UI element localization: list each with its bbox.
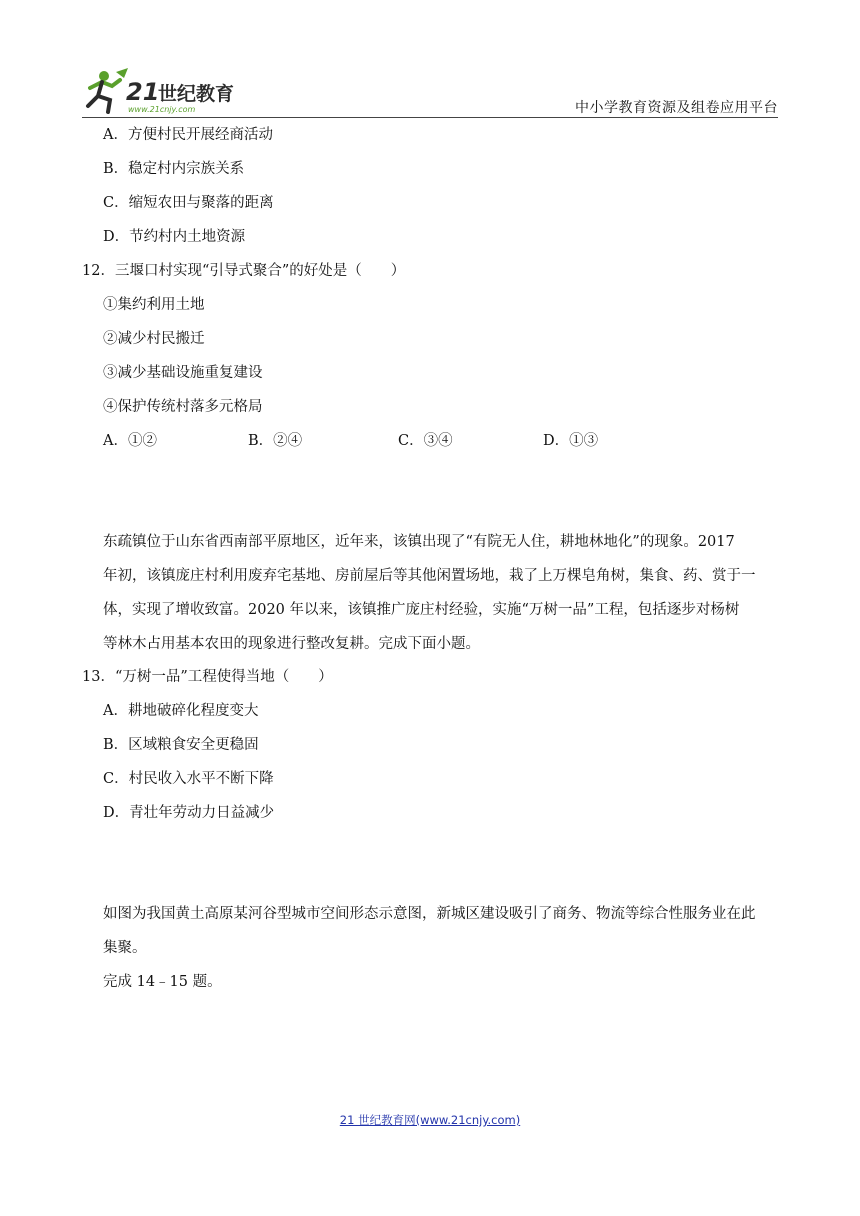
q12-choice-b: B．②④	[248, 433, 303, 449]
q12-choice-a: A．①②	[103, 433, 157, 449]
q12-choice-d: D．①③	[543, 433, 599, 449]
q11-option-b: B．稳定村内宗族关系	[103, 161, 245, 177]
q13-option-c: C．村民收入水平不断下降	[103, 771, 274, 787]
q11-option-d: D．节约村内土地资源	[103, 229, 246, 245]
q12-item-3: ③减少基础设施重复建设	[103, 365, 263, 381]
page-footer	[0, 1112, 860, 1128]
q12-item-4: ④保护传统村落多元格局	[103, 399, 263, 415]
q12-item-2: ②减少村民搬迁	[103, 331, 205, 347]
logo-url: www.21cnjy.com	[128, 105, 196, 114]
passage2-line-2: 集聚。	[103, 940, 147, 956]
q11-option-c: C．缩短农田与聚落的距离	[103, 195, 274, 211]
q12-stem: 12．三堰口村实现“引导式聚合”的好处是（ ）	[82, 263, 406, 279]
passage1-line-2: 年初，该镇庞庄村利用废弃宅基地、房前屋后等其他闲置场地，栽了上万棵皂角树，集食、药、赏于一	[103, 568, 756, 584]
page-header	[82, 66, 778, 118]
header-divider	[82, 117, 778, 118]
q13-option-d: D．青壮年劳动力日益减少	[103, 805, 275, 821]
passage1-line-4: 等林木占用基本农田的现象进行整改复耕。完成下面小题。	[103, 636, 480, 652]
q12-choice-c: C．③④	[398, 433, 453, 449]
q13-option-a: A．耕地破碎化程度变大	[103, 703, 259, 719]
q13-stem: 13．“万树一品”工程使得当地（ ）	[82, 669, 333, 685]
passage1-line-3: 体，实现了增收致富。2020 年以来，该镇推广庞庄村经验，实施“万树一品”工程，包括逐步对杨树	[103, 602, 740, 618]
svg-text:21: 21	[126, 78, 160, 106]
logo-text: 世纪教育	[158, 83, 235, 105]
passage1-line-1: 东疏镇位于山东省西南部平原地区，近年来，该镇出现了“有院无人住，耕地林地化”的现象。2017	[103, 534, 735, 550]
passage2-line-3: 完成 14﹣15 题。	[103, 974, 222, 990]
q11-option-a: A．方便村民开展经商活动	[103, 127, 273, 143]
logo-runner-icon	[82, 66, 262, 118]
footer-link[interactable]: 21 世纪教育网(www.21cnjy.com)	[339, 1113, 521, 1127]
q12-item-1: ①集约利用土地	[103, 297, 205, 313]
logo	[82, 66, 262, 118]
passage2-line-1: 如图为我国黄土高原某河谷型城市空间形态示意图，新城区建设吸引了商务、物流等综合性服务业在此	[103, 906, 756, 922]
q13-option-b: B．区域粮食安全更稳固	[103, 737, 259, 753]
platform-name: 中小学教育资源及组卷应用平台	[575, 100, 778, 116]
